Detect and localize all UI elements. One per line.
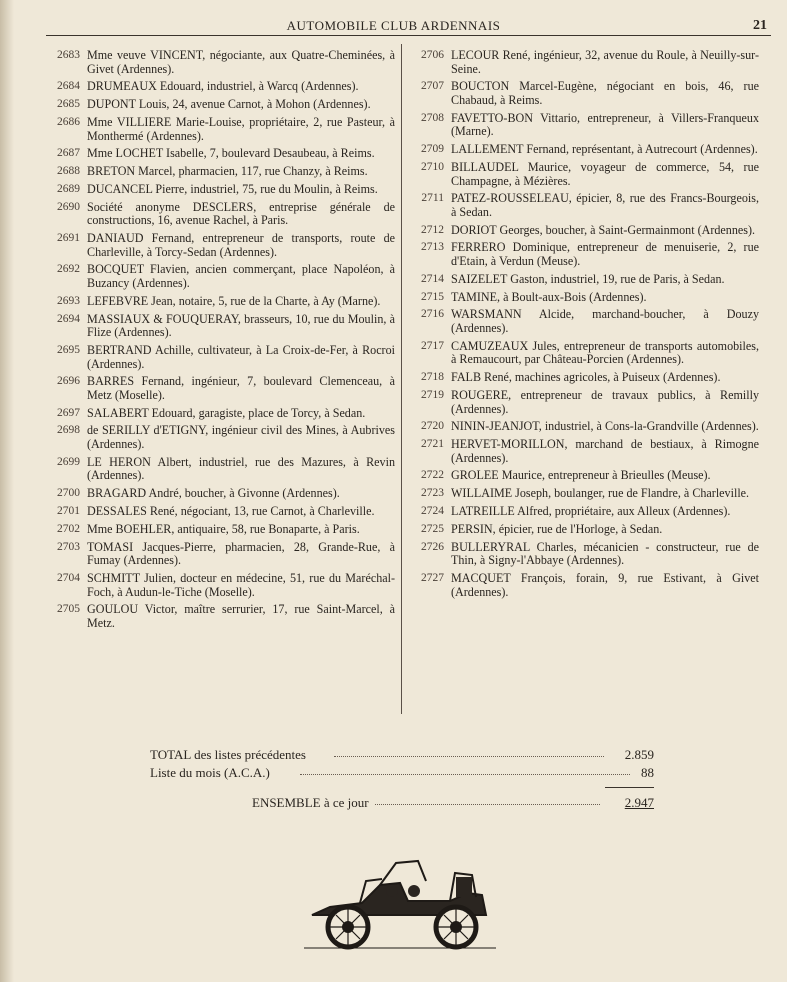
member-text: LALLEMENT Fernand, représentant, à Autrecourt (Ardennes).	[451, 142, 758, 157]
member-entry	[410, 487, 759, 501]
member-text: BERTRAND Achille, cultivateur, à La Croix-de-Fer, à Rocroi (Ardennes).	[87, 342, 395, 371]
member-text: SCHMITT Julien, docteur en médecine, 51, rue du Maréchal-Foch, à Audun-le-Tiche (Moselle).	[87, 570, 395, 599]
member-entry	[46, 505, 395, 519]
member-number: 2713	[421, 241, 444, 254]
member-text: SAIZELET Gaston, industriel, 19, rue de Paris, à Sedan.	[451, 271, 725, 286]
member-entry	[46, 313, 395, 340]
member-number: 2694	[57, 312, 80, 325]
member-text: BARRES Fernand, ingénieur, 7, boulevard Clemenceau, à Metz (Moselle).	[87, 374, 395, 402]
member-text: Mme LOCHET Isabelle, 7, boulevard Desaubeau, à Reims.	[87, 146, 375, 161]
member-text: BOCQUET Flavien, ancien commerçant, place Napoléon, à Buzancy (Ardennes).	[87, 262, 395, 290]
member-entry	[46, 375, 395, 402]
member-text: TOMASI Jacques-Pierre, pharmacien, 28, Grande-Rue, à Fumay (Ardennes).	[87, 539, 395, 568]
member-text: Mme VILLIERE Marie-Louise, propriétaire, 2, rue Pasteur, à Monthermé (Ardennes).	[87, 114, 395, 143]
member-text: PATEZ-ROUSSELEAU, épicier, 8, rue des Francs-Bourgeois, à Sedan.	[451, 191, 759, 219]
totals-block	[150, 747, 654, 813]
member-number: 2711	[421, 192, 444, 205]
member-text: BULLERYRAL Charles, mécanicien - constructeur, rue de Thin, à Signy-l'Abbaye (Ardennes).	[451, 539, 759, 568]
member-text: LE HERON Albert, industriel, rue des Mazures, à Revin (Ardennes).	[87, 454, 395, 483]
member-entry	[410, 505, 759, 519]
member-number: 2695	[57, 343, 80, 356]
member-number: 2693	[57, 294, 80, 307]
total-row	[150, 747, 654, 765]
ensemble-row	[150, 795, 654, 813]
member-number: 2704	[57, 571, 80, 584]
member-text: BOUCTON Marcel-Eugène, négociant en bois, 46, rue Chabaud, à Reims.	[451, 79, 759, 107]
member-text: SALABERT Edouard, garagiste, place de Torcy, à Sedan.	[87, 405, 366, 420]
member-number: 2719	[421, 388, 444, 401]
member-number: 2692	[57, 263, 80, 276]
member-number: 2702	[57, 522, 80, 535]
member-entry	[410, 438, 759, 465]
member-text: MASSIAUX & FOUQUERAY, brasseurs, 10, rue du Moulin, à Flize (Ardennes).	[87, 311, 395, 340]
column-divider	[401, 44, 402, 714]
member-text: GOULOU Victor, maître serrurier, 17, rue Saint-Marcel, à Metz.	[87, 602, 395, 630]
member-entry	[410, 389, 759, 416]
member-text: WILLAIME Joseph, boulanger, rue de Flandre, à Charleville.	[451, 486, 750, 501]
member-number: 2686	[57, 115, 80, 128]
member-number: 2684	[57, 80, 80, 93]
member-text: Société anonyme DESCLERS, entreprise générale de constructions, 16, avenue Rachel, à Paris.	[87, 199, 395, 228]
member-entry	[410, 572, 759, 599]
member-number: 2710	[421, 160, 444, 173]
member-number: 2687	[57, 147, 80, 160]
member-number: 2690	[57, 200, 80, 213]
member-number: 2696	[57, 375, 80, 388]
member-number: 2708	[421, 111, 444, 124]
member-number: 2703	[57, 540, 80, 553]
member-text: Mme veuve VINCENT, négociante, aux Quatre-Cheminées, à Givet (Ardennes).	[87, 48, 395, 76]
member-text: LECOUR René, ingénieur, 32, avenue du Roule, à Neuilly-sur-Seine.	[451, 48, 759, 76]
member-entry	[410, 224, 759, 238]
member-number: 2706	[421, 49, 444, 61]
total-value: 2.859	[624, 747, 654, 762]
member-number: 2721	[421, 438, 444, 451]
member-text: LEFEBVRE Jean, notaire, 5, rue de la Charte, à Ay (Marne).	[87, 293, 381, 308]
member-text: DORIOT Georges, boucher, à Saint-Germainmont (Ardennes).	[451, 222, 756, 237]
member-text: BILLAUDEL Maurice, voyageur de commerce, 54, rue Champagne, à Mézières.	[451, 159, 759, 188]
member-text: DANIAUD Fernand, entrepreneur de transports, route de Charleville, à Torcy-Sedan (Ardennes).	[87, 231, 395, 259]
member-entry	[410, 371, 759, 385]
member-text: Mme BOEHLER, antiquaire, 58, rue Bonaparte, à Paris.	[87, 521, 360, 536]
member-entry	[410, 291, 759, 305]
member-entry	[410, 340, 759, 367]
member-entry	[46, 487, 395, 501]
leader-dots	[334, 756, 604, 757]
member-number: 2688	[57, 165, 80, 178]
member-entry	[46, 572, 395, 599]
member-text: FALB René, machines agricoles, à Puiseux (Ardennes).	[451, 370, 721, 385]
leader-dots	[375, 804, 600, 805]
member-text: MACQUET François, forain, 9, rue Estivant, à Givet (Ardennes).	[451, 570, 759, 599]
member-entry	[46, 603, 395, 630]
member-number: 2727	[421, 571, 444, 584]
vintage-car-icon	[300, 845, 500, 955]
member-text: de SERILLY d'ETIGNY, ingénieur civil des Mines, à Aubrives (Ardennes).	[87, 423, 395, 452]
member-text: PERSIN, épicier, rue de l'Horloge, à Sedan.	[451, 521, 663, 536]
member-number: 2685	[57, 98, 80, 111]
member-number: 2700	[57, 487, 80, 500]
member-entry	[46, 98, 395, 112]
member-entry	[46, 183, 395, 197]
member-text: DESSALES René, négociant, 13, rue Carnot, à Charleville.	[87, 504, 375, 518]
member-entry	[46, 344, 395, 371]
member-number: 2725	[421, 522, 444, 535]
member-text: FERRERO Dominique, entrepreneur de menuiserie, 2, rue d'Etain, à Verdun (Meuse).	[451, 240, 759, 269]
member-number: 2697	[57, 406, 80, 419]
ensemble-label: ENSEMBLE à ce jour	[252, 795, 369, 810]
member-number: 2716	[421, 308, 444, 321]
member-entry	[46, 147, 395, 161]
member-text: CAMUZEAUX Jules, entrepreneur de transports automobiles, à Remaucourt, par Château-Porcien (Ardennes).	[451, 338, 759, 367]
member-entry	[46, 232, 395, 259]
member-entry	[46, 456, 395, 483]
member-number: 2707	[421, 80, 444, 93]
member-number: 2715	[421, 290, 444, 303]
member-entry	[46, 116, 395, 143]
member-entry	[46, 80, 395, 94]
member-entry	[46, 295, 395, 309]
ensemble-value: 2.947	[624, 795, 654, 810]
member-number: 2714	[421, 272, 444, 285]
member-text: LATREILLE Alfred, propriétaire, aux Alleux (Ardennes).	[451, 504, 731, 518]
member-entry	[46, 407, 395, 421]
member-entry	[410, 161, 759, 188]
member-entry	[410, 273, 759, 287]
member-entry	[410, 192, 759, 219]
running-title: AUTOMOBILE CLUB ARDENNAIS	[286, 18, 501, 33]
member-entry	[410, 80, 759, 107]
month-row	[150, 765, 654, 783]
member-number: 2691	[57, 232, 80, 245]
member-number: 2724	[421, 505, 444, 517]
binding-edge	[0, 0, 14, 982]
member-text: HERVET-MORILLON, marchand de bestiaux, à Rimogne (Ardennes).	[451, 437, 759, 465]
leader-dots	[300, 774, 630, 775]
members-column-right	[410, 49, 759, 603]
member-entry	[46, 49, 395, 76]
member-entry	[410, 143, 759, 157]
member-text: BRAGARD André, boucher, à Givonne (Ardennes).	[87, 486, 340, 501]
member-text: TAMINE, à Boult-aux-Bois (Ardennes).	[451, 289, 647, 304]
member-text: FAVETTO-BON Vittario, entrepreneur, à Villers-Franqueux (Marne).	[451, 110, 759, 139]
member-entry	[46, 523, 395, 537]
month-label: Liste du mois (A.C.A.)	[150, 765, 270, 780]
member-number: 2701	[57, 505, 80, 517]
member-entry	[410, 469, 759, 483]
member-number: 2709	[421, 143, 444, 156]
members-column-left	[46, 49, 395, 635]
member-number: 2726	[421, 540, 444, 553]
member-text: DUPONT Louis, 24, avenue Carnot, à Mohon (Ardennes).	[87, 97, 371, 112]
member-text: ROUGERE, entrepreneur de travaux publics, à Remilly (Ardennes).	[451, 387, 759, 416]
member-entry	[410, 49, 759, 76]
member-number: 2712	[421, 223, 444, 236]
month-value: 88	[641, 765, 654, 780]
member-number: 2683	[57, 49, 80, 61]
member-number: 2699	[57, 455, 80, 468]
page-number: 21	[753, 18, 767, 33]
member-entry	[46, 201, 395, 228]
member-number: 2705	[57, 603, 80, 616]
member-text: BRETON Marcel, pharmacien, 117, rue Chanzy, à Reims.	[87, 164, 368, 179]
member-text: DUCANCEL Pierre, industriel, 75, rue du Moulin, à Reims.	[87, 181, 378, 196]
header-rule	[46, 35, 771, 36]
member-entry	[410, 112, 759, 139]
member-entry	[46, 541, 395, 568]
member-entry	[46, 424, 395, 451]
member-entry	[410, 523, 759, 537]
member-text: NININ-JEANJOT, industriel, à Cons-la-Grandville (Ardennes).	[451, 419, 759, 434]
member-text: DRUMEAUX Edouard, industriel, à Warcq (Ardennes).	[87, 79, 359, 94]
total-label: TOTAL des listes précédentes	[150, 747, 306, 762]
member-entry	[410, 241, 759, 268]
member-number: 2689	[57, 182, 80, 195]
member-text: GROLEE Maurice, entrepreneur à Brieulles (Meuse).	[451, 468, 711, 483]
member-number: 2720	[421, 420, 444, 433]
member-text: WARSMANN Alcide, marchand-boucher, à Douzy (Ardennes).	[451, 307, 759, 335]
member-entry	[410, 541, 759, 568]
member-entry	[46, 165, 395, 179]
member-entry	[46, 263, 395, 290]
member-number: 2717	[421, 339, 444, 352]
sum-rule	[605, 787, 654, 788]
member-number: 2698	[57, 424, 80, 437]
member-entry	[410, 420, 759, 434]
member-number: 2723	[421, 487, 444, 500]
member-number: 2722	[421, 469, 444, 482]
member-entry	[410, 308, 759, 335]
member-number: 2718	[421, 371, 444, 384]
